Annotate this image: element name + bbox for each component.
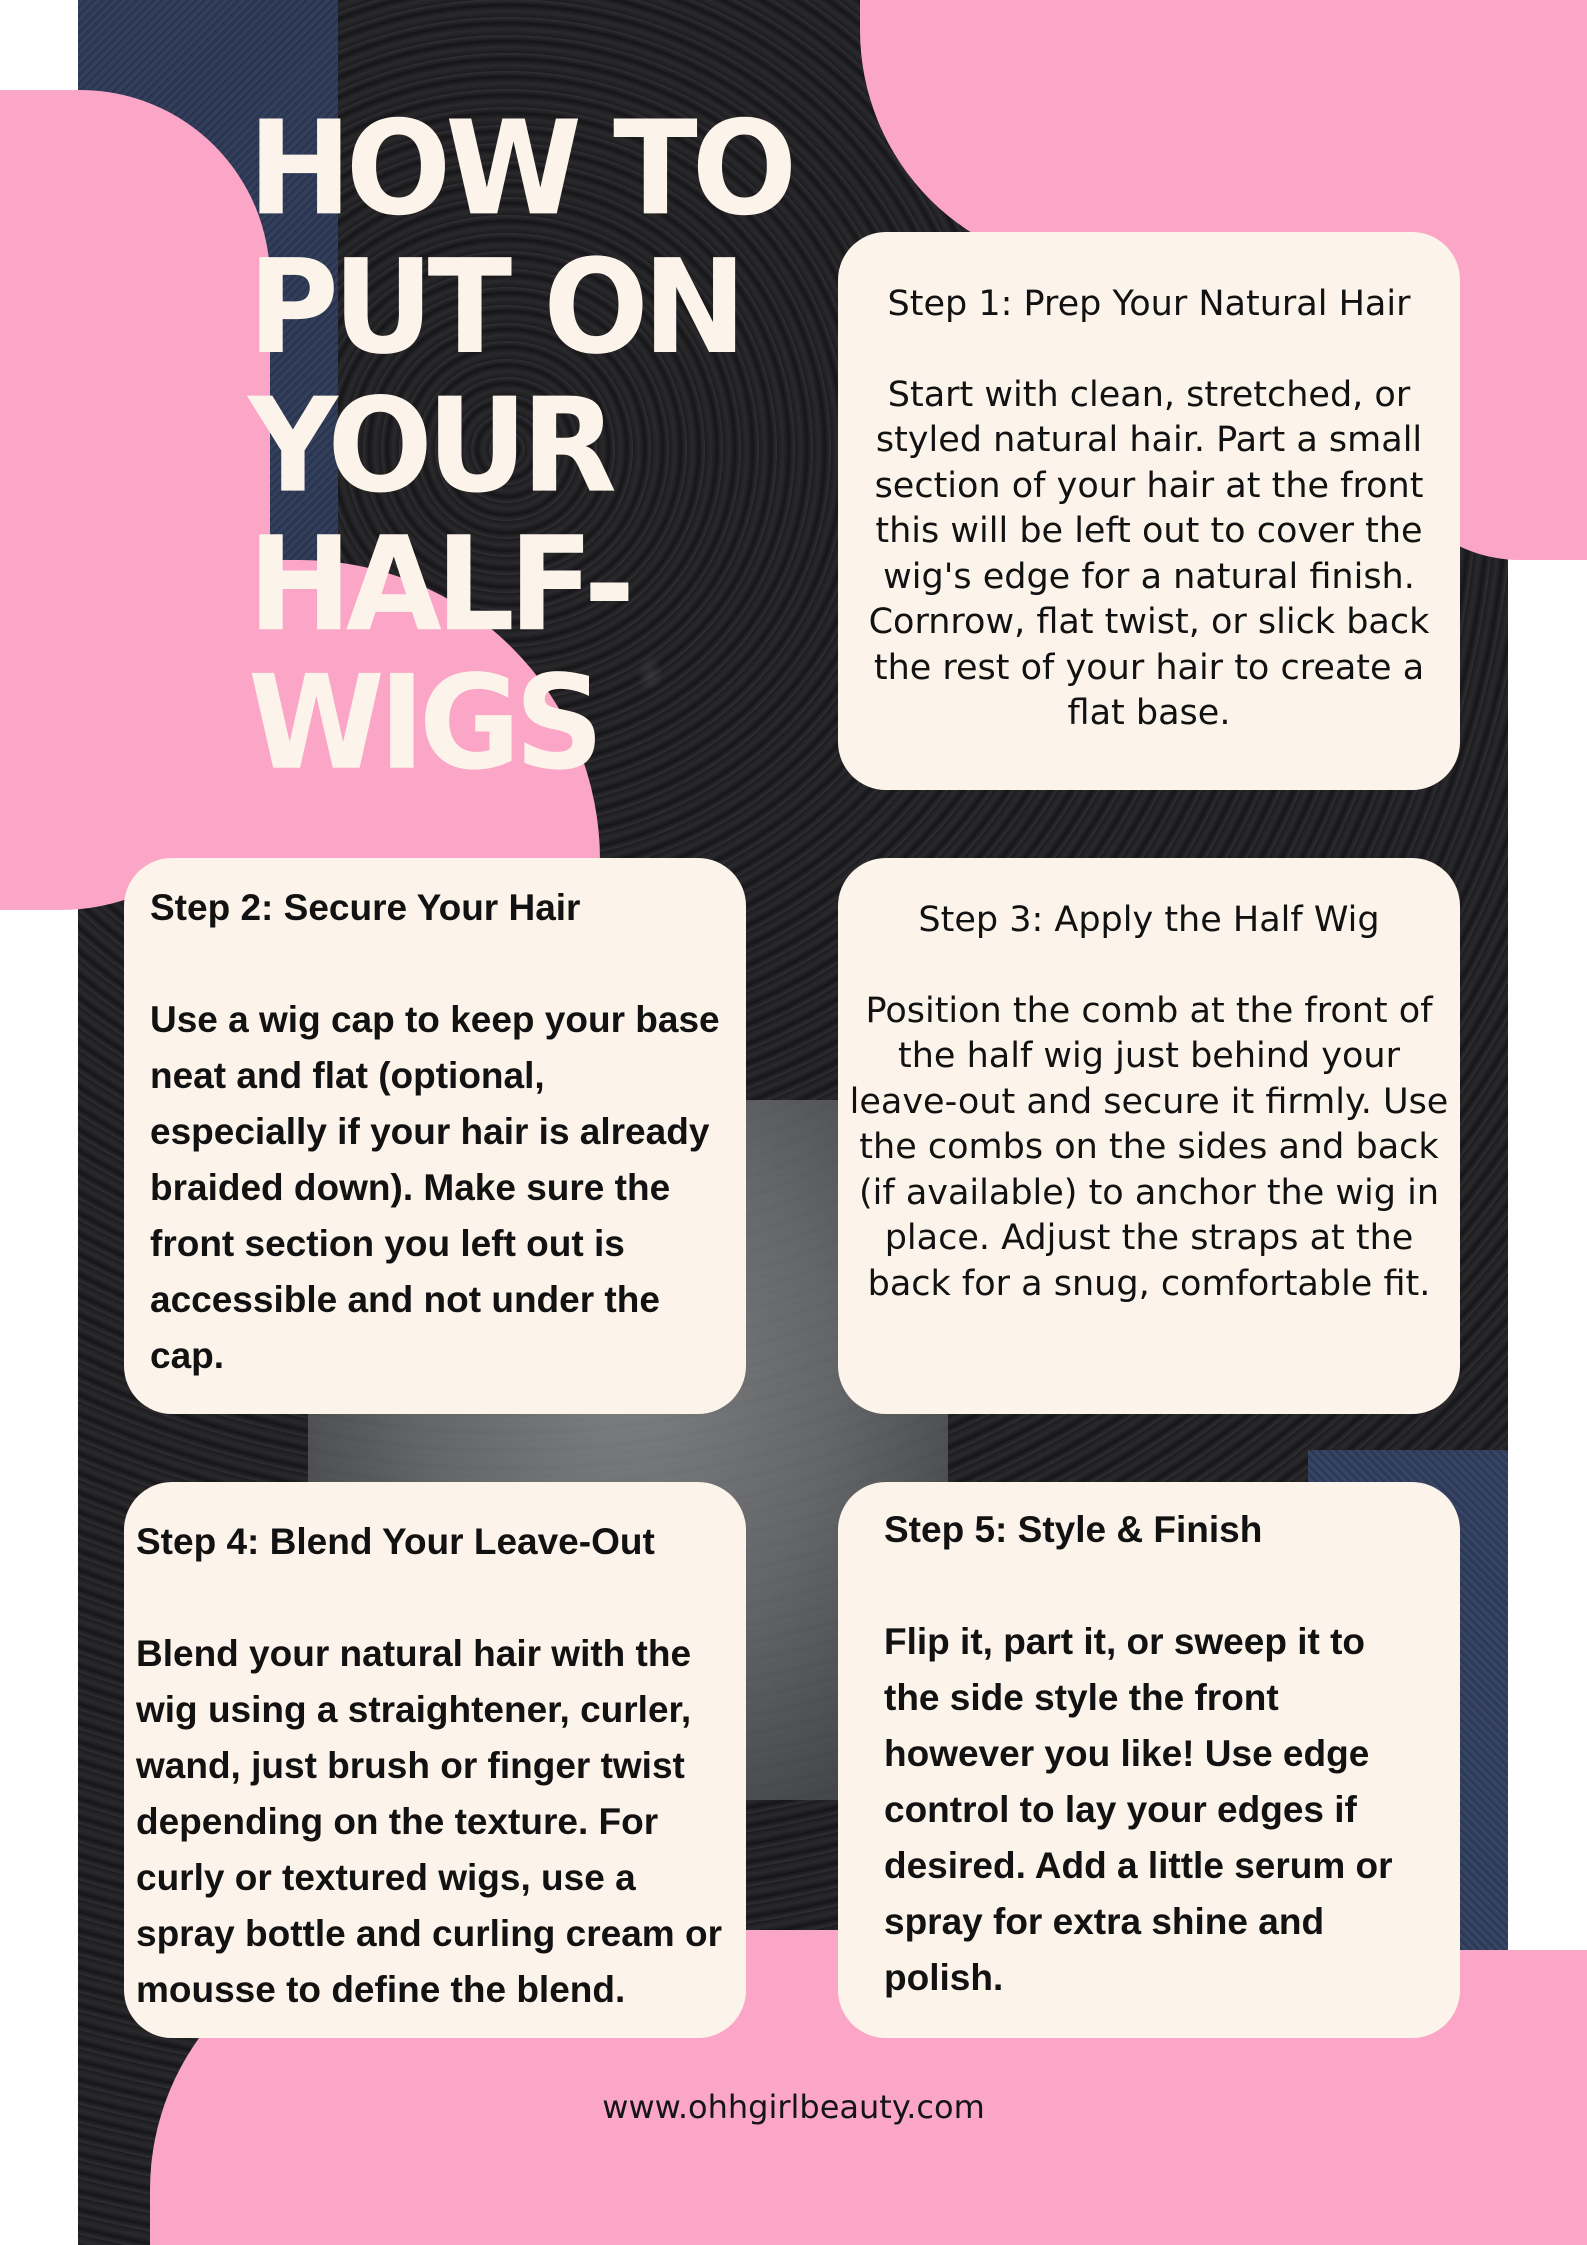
step-5-title: Step 5: Style & Finish xyxy=(884,1509,1263,1550)
step-4-body: Blend your natural hair with the wig using a straightener, curler, wand, just brush or finger twist depending on the texture. For curly or textured wigs, use a spray bottle and curling cream or mousse to define the blend. xyxy=(136,1633,722,2010)
step-3-title: Step 3: Apply the Half Wig xyxy=(918,900,1380,940)
step-2-body: Use a wig cap to keep your base neat and flat (optional, especially if your hair is already braided down). Make sure the front section you left out is accessible and not under the cap. xyxy=(150,999,720,1376)
step-1-card xyxy=(838,232,1460,790)
step-1-body: Start with clean, stretched, or styled natural hair. Part a small section of your hair at the front this will be left out to cover the wig's edge for a natural finish. Cornrow, flat twist, or slick back the rest of your hair to create a flat base. xyxy=(868,374,1430,733)
page-title: HOW TO PUT ON YOUR HALF-WIGS xyxy=(248,93,792,800)
step-5-body: Flip it, part it, or sweep it to the side style the front however you like! Use edge control to lay your edges if desired. Add a little serum or spray for extra shine and polish. xyxy=(884,1621,1393,1998)
step-3-body: Position the comb at the front of the half wig just behind your leave-out and secure it firmly. Use the combs on the sides and back (if available) to anchor the wig in place. Adjust the straps at the back for a snug, comfortable fit. xyxy=(849,990,1449,1304)
step-2-card xyxy=(124,858,746,1414)
step-3-card xyxy=(838,858,1460,1414)
step-4-card xyxy=(124,1482,746,2038)
step-4-title: Step 4: Blend Your Leave-Out xyxy=(136,1521,655,1562)
step-2-title: Step 2: Secure Your Hair xyxy=(150,887,581,928)
step-1-title: Step 1: Prep Your Natural Hair xyxy=(887,284,1411,324)
step-5-card xyxy=(838,1482,1460,2038)
website-link[interactable]: www.ohhgirlbeauty.com xyxy=(602,2088,985,2126)
